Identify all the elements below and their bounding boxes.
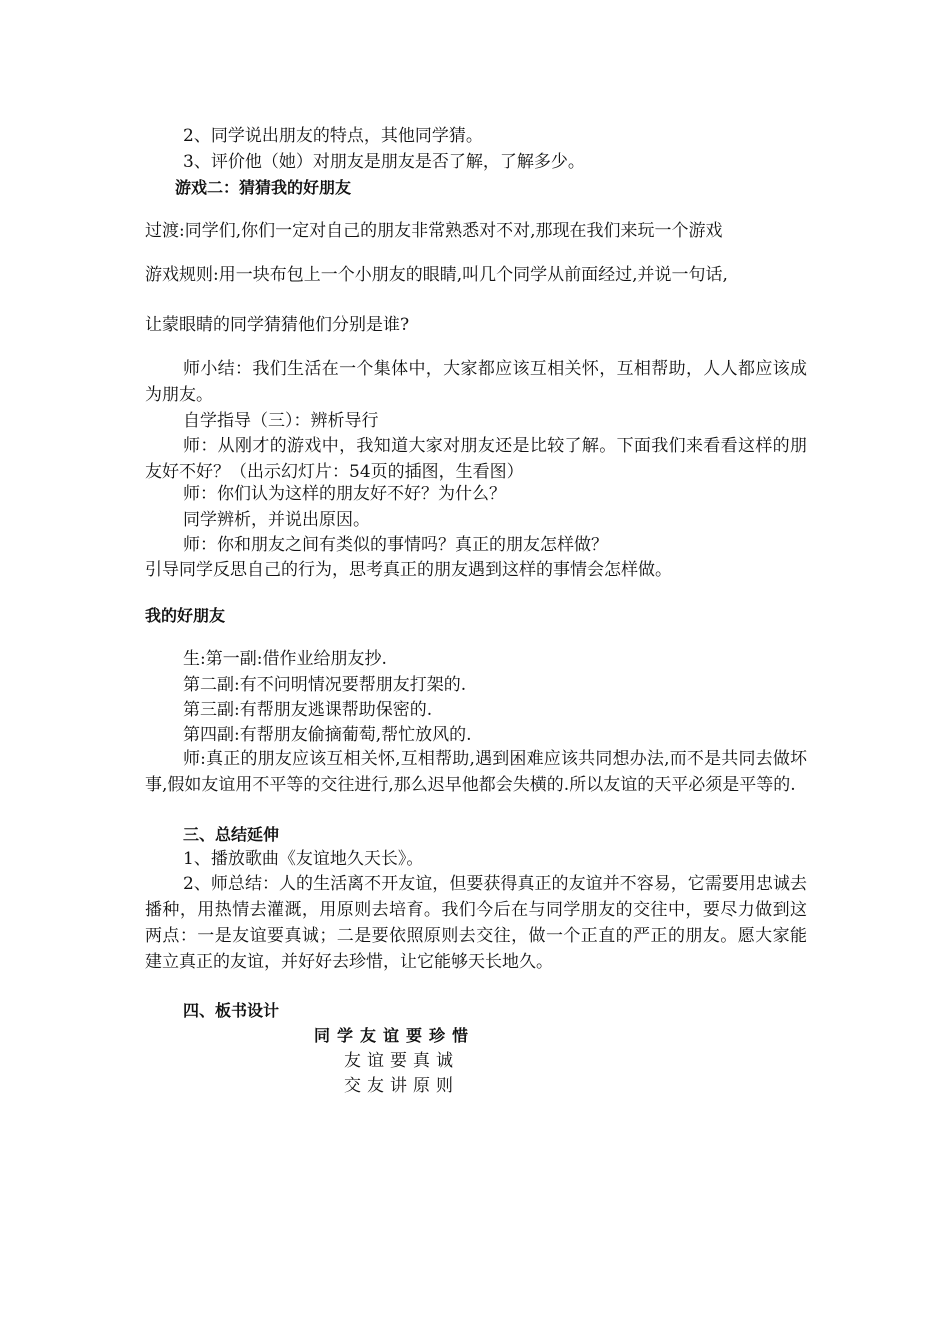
line-blindfold: 让蒙眼睛的同学猜猜他们分别是谁? xyxy=(145,315,410,335)
line-game-rules: 游戏规则:用一块布包上一个小朋友的眼睛,叫几个同学从前面经过,并说一句话, xyxy=(145,265,728,285)
line-teacher-question: 师：你们认为这样的朋友好不好？为什么？ xyxy=(183,484,506,504)
line-students-discuss: 同学辨析，并说出原因。 xyxy=(183,510,370,530)
line-picture-one: 生:第一副:借作业给朋友抄. xyxy=(183,649,387,669)
line-picture-three: 第三副:有帮朋友逃课帮助保密的. xyxy=(183,700,433,720)
line-picture-two: 第二副:有不问明情况要帮朋友打架的. xyxy=(183,675,467,695)
line-self-study-three: 自学指导（三）：辨析导行 xyxy=(183,411,379,431)
paragraph-teacher-game: 师：从刚才的游戏中，我知道大家对朋友还是比较了解。下面我们来看看这样的朋友好不好？（出示幻灯片：54页的插图，生看图） xyxy=(145,436,807,482)
line-guide-reflect: 引导同学反思自己的行为，思考真正的朋友遇到这样的事情会怎样做。 xyxy=(145,560,672,580)
board-line-principle: 交友讲原则 xyxy=(344,1076,459,1096)
line-teacher-similar: 师：你和朋友之间有类似的事情吗？真正的朋友怎样做？ xyxy=(183,535,608,555)
paragraph-teacher-conclusion: 2、师总结：人的生活离不开友谊，但要获得真正的友谊并不容易，它需要用忠诚去播种，用热情去灌溉，用原则去培育。我们今后在与同学朋友的交往中，要尽力做到这两点：一是友谊要真诚；二是要依照原则去交往，做一个正直的严正的朋友。愿大家能建立真正的友谊，并好好去珍惜，让它能够天长地久。 xyxy=(145,874,807,972)
heading-board-design: 四、板书设计 xyxy=(183,1001,280,1020)
board-line-sincere: 友谊要真诚 xyxy=(344,1051,459,1071)
board-title: 同学友谊要珍惜 xyxy=(314,1026,476,1045)
line-play-song: 1、播放歌曲《友谊地久天长》。 xyxy=(183,849,424,869)
paragraph-teacher-summary: 师小结：我们生活在一个集体中，大家都应该互相关怀，互相帮助，人人都应该成为朋友。 xyxy=(145,359,807,405)
heading-summary-extension: 三、总结延伸 xyxy=(183,825,280,844)
heading-game-two: 游戏二：猜猜我的好朋友 xyxy=(175,178,352,197)
line-evaluate: 3、评价他（她）对朋友是朋友是否了解，了解多少。 xyxy=(183,152,585,172)
heading-my-good-friend: 我的好朋友 xyxy=(145,606,226,625)
paragraph-true-friend: 师:真正的朋友应该互相关怀,互相帮助,遇到困难应该共同想办法,而不是共同去做坏事,假如友谊用不平等的交往进行,那么迟早他都会失横的.所以友谊的天平必须是平等的. xyxy=(145,749,807,795)
line-transition: 过渡:同学们,你们一定对自己的朋友非常熟悉对不对,那现在我们来玩一个游戏 xyxy=(145,221,723,241)
line-picture-four: 第四副:有帮朋友偷摘葡萄,帮忙放风的. xyxy=(183,725,472,745)
line-friend-traits: 2、同学说出朋友的特点，其他同学猜。 xyxy=(183,126,483,146)
